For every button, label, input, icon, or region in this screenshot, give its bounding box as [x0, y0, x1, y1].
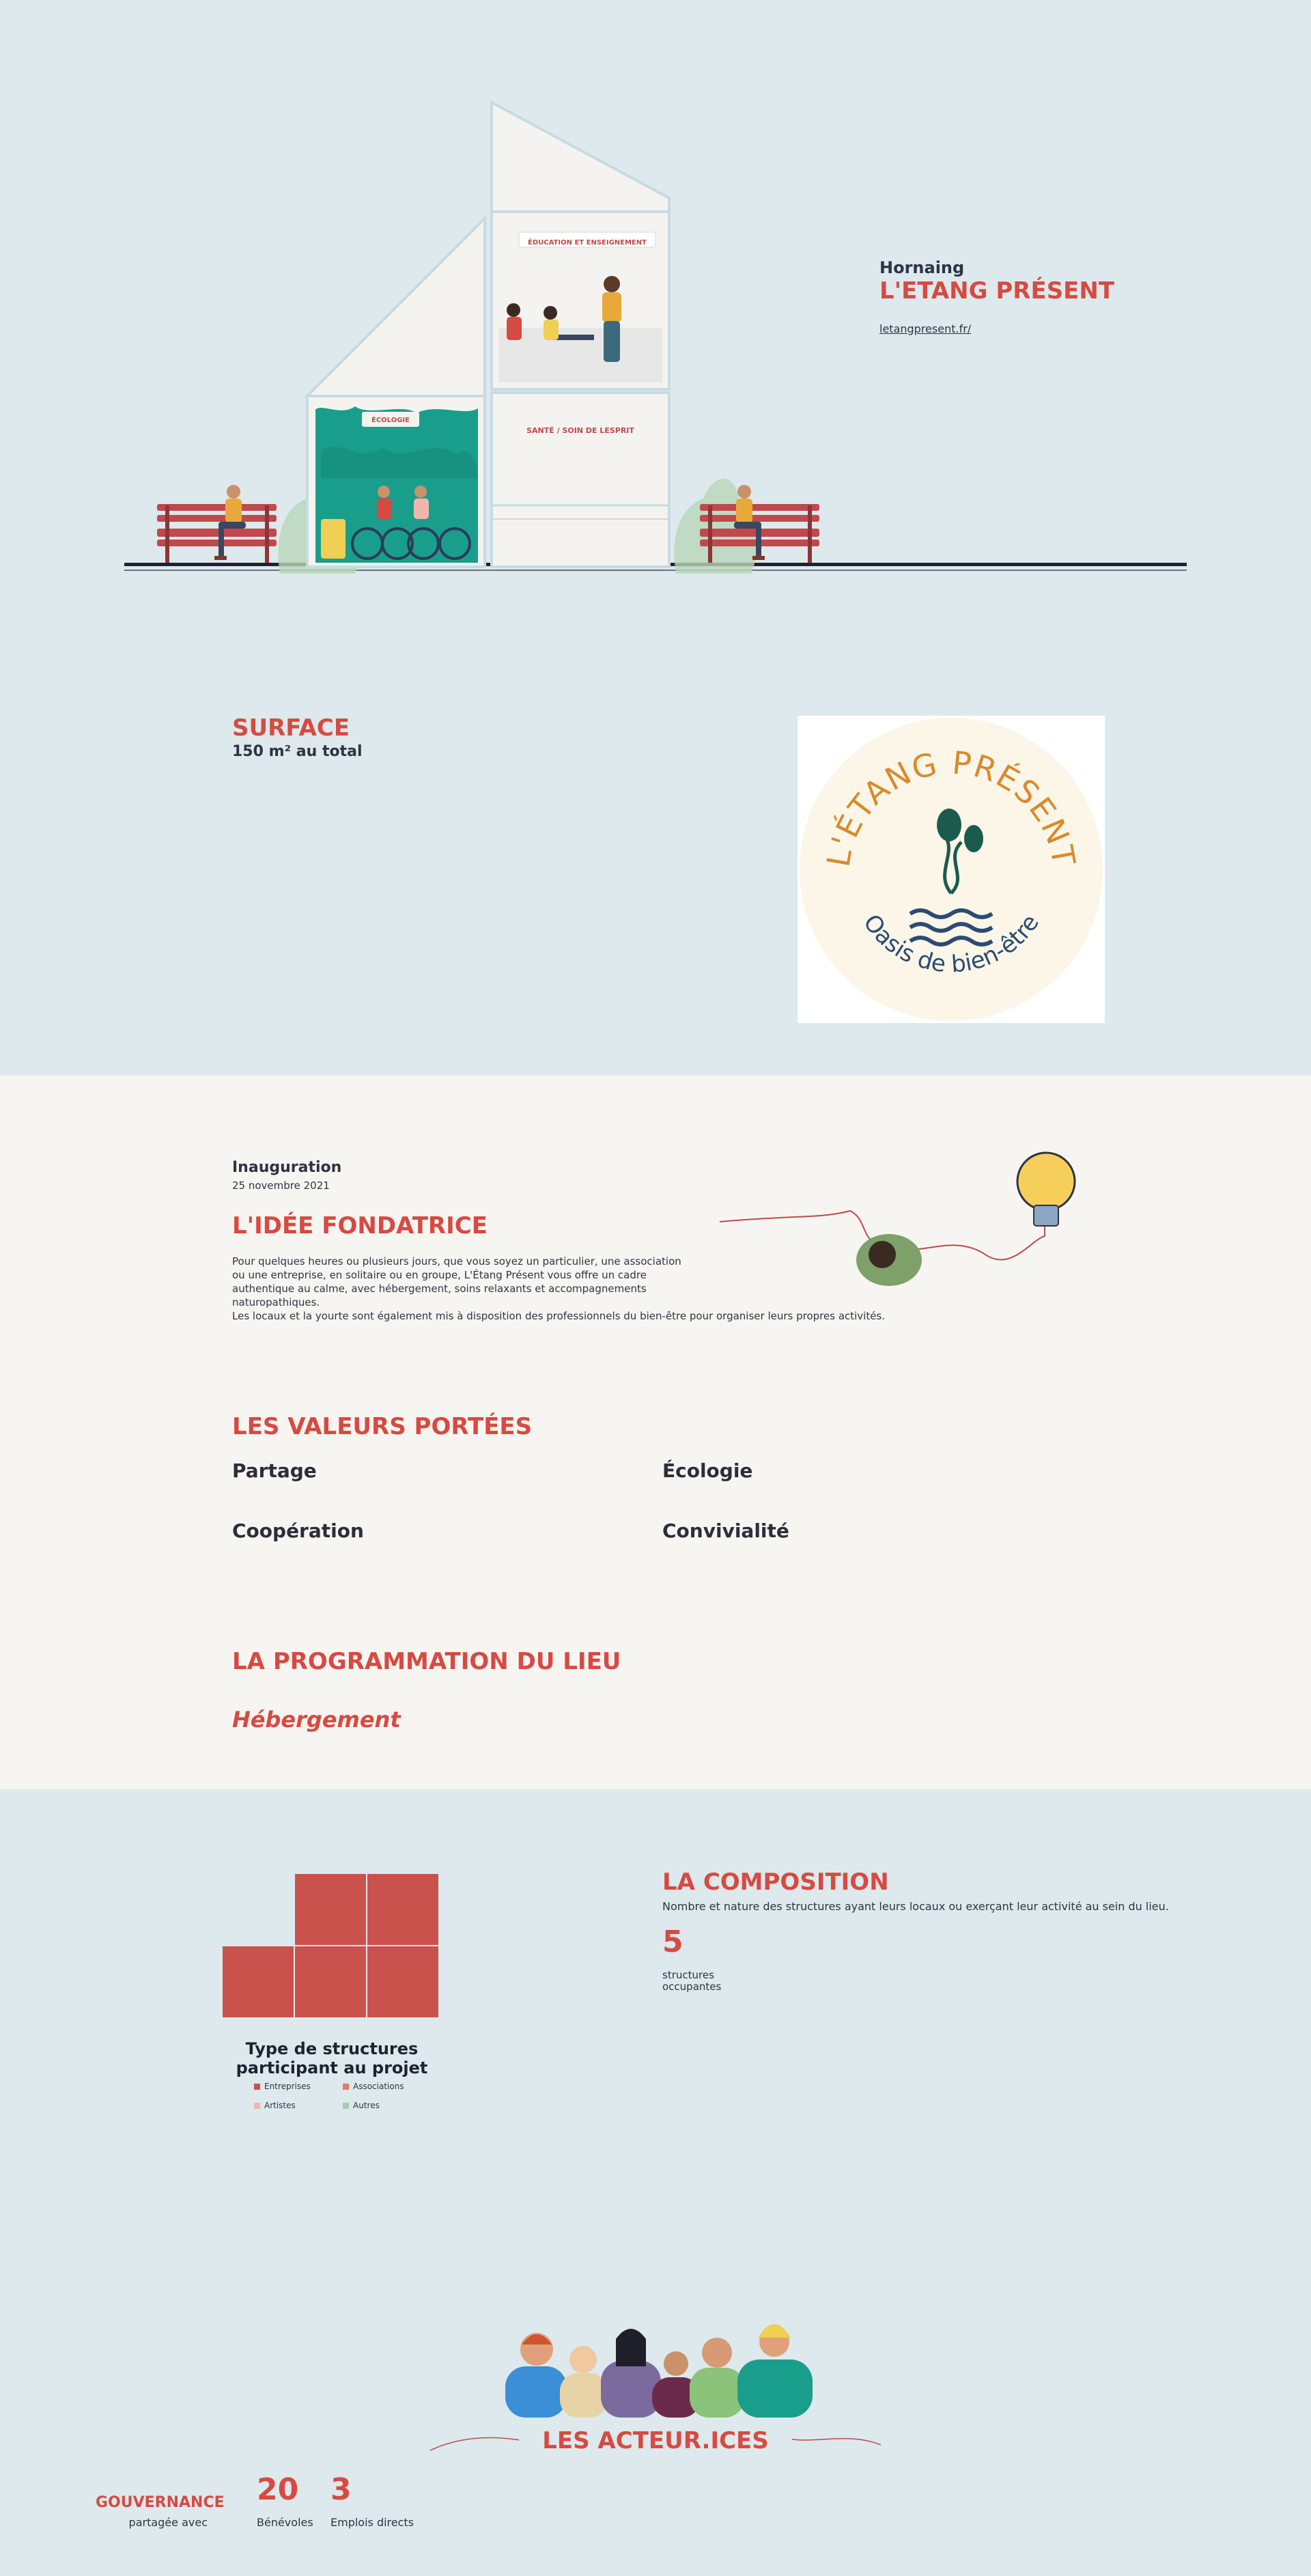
- legend-item-autres: [343, 2101, 432, 2110]
- waffle-cell: [367, 1874, 438, 1945]
- surface-value: 150 m² au total: [232, 743, 363, 760]
- legend-label: Associations: [353, 2082, 404, 2091]
- legend-swatch: [254, 2084, 260, 2090]
- composition-description: Nombre et nature des structures ayant leurs locaux ou exerçant leur activité au sein du lieu.: [662, 1900, 1169, 1913]
- structures-waffle-chart: [223, 1874, 441, 2019]
- legend-item-associations: [343, 2082, 432, 2091]
- idea-section: [0, 1076, 1311, 1789]
- volunteers-label: Bénévoles: [257, 2516, 313, 2529]
- legend-item-entreprises: [254, 2082, 343, 2091]
- logo-tagline: Oasis de bien-être: [858, 909, 1045, 979]
- education-health-block: [492, 102, 669, 567]
- chart-title-line: participant au projet: [236, 2058, 428, 2077]
- programming-title: LA PROGRAMMATION DU LIEU: [232, 1648, 621, 1675]
- values-title: LES VALEURS PORTÉES: [232, 1413, 533, 1440]
- hero-section: [0, 0, 1311, 1076]
- waffle-cell: [295, 1946, 366, 2017]
- chart-legend: [254, 2082, 432, 2110]
- inauguration-date: 25 novembre 2021: [232, 1179, 330, 1192]
- idea-line: Les locaux et la yourte sont également mis à disposition des professionnels du bien-être pour organiser leurs propres activités.: [232, 1310, 886, 1322]
- structures-count-label: [662, 1970, 721, 1993]
- waffle-cells: [223, 1874, 438, 2017]
- right-bench-illustration: [674, 479, 819, 574]
- programming-item: Hébergement: [232, 1707, 401, 1733]
- ecology-label: ÉCOLOGIE: [371, 417, 410, 424]
- idea-line: authentique au calme, avec hébergement, soins relaxants et accompagnements: [232, 1283, 647, 1295]
- people-illustration: [505, 2319, 819, 2418]
- waffle-cell: [367, 1946, 438, 2017]
- chart-title: [229, 2039, 434, 2077]
- ecology-block: [307, 219, 485, 567]
- jobs-count: 3: [330, 2472, 352, 2507]
- value-item: Partage: [232, 1459, 317, 1482]
- actors-title: LES ACTEUR.ICES: [519, 2427, 792, 2454]
- idea-title: L'IDÉE FONDATRICE: [232, 1212, 488, 1240]
- legend-swatch: [343, 2103, 349, 2109]
- city-name: Hornaing: [879, 258, 965, 277]
- surface-title: SURFACE: [232, 714, 350, 742]
- place-title: L'ETANG PRÉSENT: [879, 277, 1115, 305]
- count-label-line: occupantes: [662, 1980, 722, 1993]
- value-item: Écologie: [662, 1459, 753, 1482]
- idea-line: naturopathiques.: [232, 1296, 320, 1308]
- volunteers-count: 20: [257, 2472, 299, 2507]
- composition-title: LA COMPOSITION: [662, 1868, 889, 1896]
- legend-label: Artistes: [264, 2101, 296, 2110]
- legend-swatch: [343, 2084, 349, 2090]
- composition-section: [0, 1789, 1311, 2576]
- education-label: ÉDUCATION ET ENSEIGNEMENT: [528, 239, 647, 247]
- waffle-cell: [223, 1946, 294, 2017]
- governance-title: GOUVERNANCE: [96, 2494, 225, 2511]
- value-item: Convivialité: [662, 1520, 789, 1542]
- building-illustration: [116, 96, 1195, 587]
- jobs-label: Emplois directs: [330, 2516, 414, 2529]
- legend-swatch: [254, 2103, 260, 2109]
- idea-line: Pour quelques heures ou plusieurs jours, que vous soyez un particulier, une association: [232, 1255, 681, 1268]
- inauguration-title: Inauguration: [232, 1159, 342, 1176]
- structures-count: 5: [662, 1924, 683, 1959]
- lightbulb-illustration: [710, 1144, 1092, 1315]
- logo-card: [798, 716, 1105, 1023]
- website-link[interactable]: letangpresent.fr/: [879, 322, 972, 335]
- governance-subtitle: partagée avec: [128, 2516, 208, 2529]
- chart-title-line: Type de structures: [245, 2039, 419, 2058]
- legend-label: Autres: [353, 2101, 380, 2110]
- legend-item-artistes: [254, 2101, 343, 2110]
- waffle-cell: [295, 1874, 366, 1945]
- value-item: Coopération: [232, 1520, 364, 1542]
- logo-arc-text: L'ÉTANG PRÉSENT: [819, 744, 1083, 870]
- idea-line: ou une entreprise, en solitaire ou en groupe, L'Étang Présent vous offre un cadre: [232, 1269, 647, 1281]
- etang-present-logo: [798, 716, 1105, 1023]
- count-label-line: structures: [662, 1969, 714, 1981]
- health-label: SANTÉ / SOIN DE LESPRIT: [526, 426, 634, 435]
- legend-label: Entreprises: [264, 2082, 311, 2091]
